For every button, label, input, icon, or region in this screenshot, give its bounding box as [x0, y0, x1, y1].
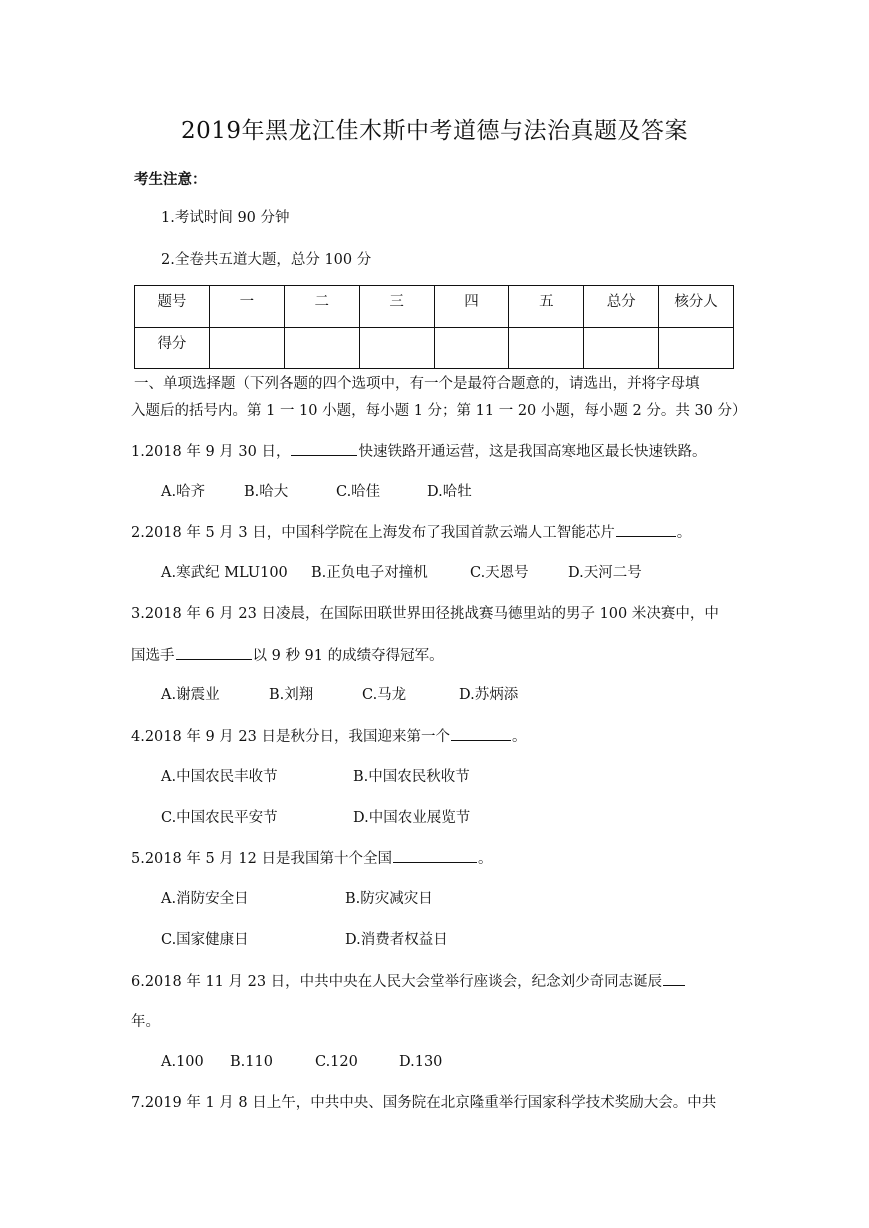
- question-2: [131, 522, 691, 543]
- question-3-cont: [131, 645, 444, 666]
- question-5-options: [161, 889, 433, 909]
- score-cell: [659, 327, 734, 369]
- question-6-cont: 年。: [131, 1014, 160, 1030]
- question-7: 7.2019 年 1 月 8 日上午，中共中央、国务院在北京隆重举行国家科学技术奖励大会。中共: [131, 1095, 717, 1111]
- question-5: [131, 848, 492, 869]
- question-4-options: [161, 808, 470, 828]
- answer-blank: [451, 726, 511, 741]
- score-table-header-cell: 四: [434, 286, 509, 328]
- question-text: 。: [676, 525, 692, 541]
- score-table-header-cell: 一: [209, 286, 284, 328]
- score-table-header-cell: 题号: [135, 286, 210, 328]
- option: A.谢震业: [161, 687, 220, 703]
- score-table: [134, 285, 734, 369]
- question-text: 6.2018 年 11 月 23 日，中共中央在人民大会堂举行座谈会，纪念刘少奇同志诞辰: [131, 974, 663, 990]
- page-title: 2019年黑龙江佳木斯中考道德与法治真题及答案: [180, 118, 689, 144]
- score-table-header-cell: 五: [509, 286, 584, 328]
- question-text: 快速铁路开通运营，这是我国高寒地区最长快速铁路。: [358, 444, 707, 460]
- section-intro: 入题后的括号内。第 1 一 10 小题，每小题 1 分；第 11 一 20 小题，每小题 2 分。共 30 分）: [131, 403, 747, 419]
- score-table-header-cell: 核分人: [659, 286, 734, 328]
- question-text: 4.2018 年 9 月 23 日是秋分日，我国迎来第一个: [131, 729, 450, 745]
- option: C.天恩号: [470, 565, 529, 581]
- question-1: [131, 441, 706, 462]
- option: A.100: [161, 1054, 204, 1070]
- option: A.寒武纪 MLU100: [161, 565, 288, 581]
- option: B.正负电子对撞机: [311, 565, 428, 581]
- option: D.苏炳添: [459, 687, 519, 703]
- score-table-header-row: [135, 286, 734, 328]
- option: D.哈牡: [427, 484, 472, 500]
- score-table-header-cell: 总分: [584, 286, 659, 328]
- question-5-options: [161, 930, 448, 950]
- answer-blank: [616, 522, 676, 537]
- notice-heading: 考生注意：: [134, 171, 207, 188]
- score-cell: [359, 327, 434, 369]
- question-text: 国选手: [131, 648, 175, 664]
- answer-blank: [663, 971, 685, 986]
- question-3-options: [161, 685, 518, 705]
- score-cell: [209, 327, 284, 369]
- option: B.110: [230, 1054, 273, 1070]
- option: A.哈齐: [161, 484, 206, 500]
- option: B.中国农民秋收节: [353, 769, 470, 785]
- answer-blank: [176, 645, 252, 660]
- option: C.中国农民平安节: [161, 810, 278, 826]
- question-text: 以 9 秒 91 的成绩夺得冠军。: [252, 648, 444, 664]
- section-intro: 一、单项选择题（下列各题的四个选项中，有一个是最符合题意的，请选出，并将字母填: [134, 376, 700, 392]
- question-4: [131, 726, 526, 747]
- score-table-header-cell: 二: [284, 286, 359, 328]
- option: C.国家健康日: [161, 932, 249, 948]
- question-2-options: [161, 563, 642, 583]
- score-cell: [584, 327, 659, 369]
- question-text: 。: [477, 851, 493, 867]
- score-cell: [509, 327, 584, 369]
- notice-item: 2.全卷共五道大题，总分 100 分: [161, 252, 372, 268]
- option: B.刘翔: [269, 687, 314, 703]
- option: C.120: [315, 1054, 358, 1070]
- option: A.消防安全日: [161, 891, 249, 907]
- question-3: 3.2018 年 6 月 23 日凌晨，在国际田联世界田径挑战赛马德里站的男子 100 米决赛中，中: [131, 606, 719, 622]
- score-table-header-cell: 三: [359, 286, 434, 328]
- option: B.哈大: [244, 484, 289, 500]
- option: D.天河二号: [568, 565, 642, 581]
- question-1-options: [161, 482, 472, 502]
- answer-blank: [291, 441, 357, 456]
- question-6: [131, 971, 686, 992]
- score-cell: [434, 327, 509, 369]
- question-text: 。: [511, 729, 527, 745]
- option: D.130: [399, 1054, 443, 1070]
- option: C.马龙: [362, 687, 407, 703]
- answer-blank: [393, 848, 477, 863]
- option: D.消费者权益日: [345, 932, 448, 948]
- question-4-options: [161, 767, 470, 787]
- option: D.中国农业展览节: [353, 810, 471, 826]
- question-text: 1.2018 年 9 月 30 日，: [131, 444, 291, 460]
- question-text: 5.2018 年 5 月 12 日是我国第十个全国: [131, 851, 392, 867]
- question-6-options: [161, 1052, 442, 1072]
- option: C.哈佳: [336, 484, 381, 500]
- question-text: 2.2018 年 5 月 3 日，中国科学院在上海发布了我国首款云端人工智能芯片: [131, 525, 615, 541]
- score-cell: [284, 327, 359, 369]
- score-row-label: 得分: [135, 327, 210, 369]
- score-table-score-row: [135, 327, 734, 369]
- notice-item: 1.考试时间 90 分钟: [161, 210, 290, 226]
- option: A.中国农民丰收节: [161, 769, 278, 785]
- option: B.防灾减灾日: [345, 891, 433, 907]
